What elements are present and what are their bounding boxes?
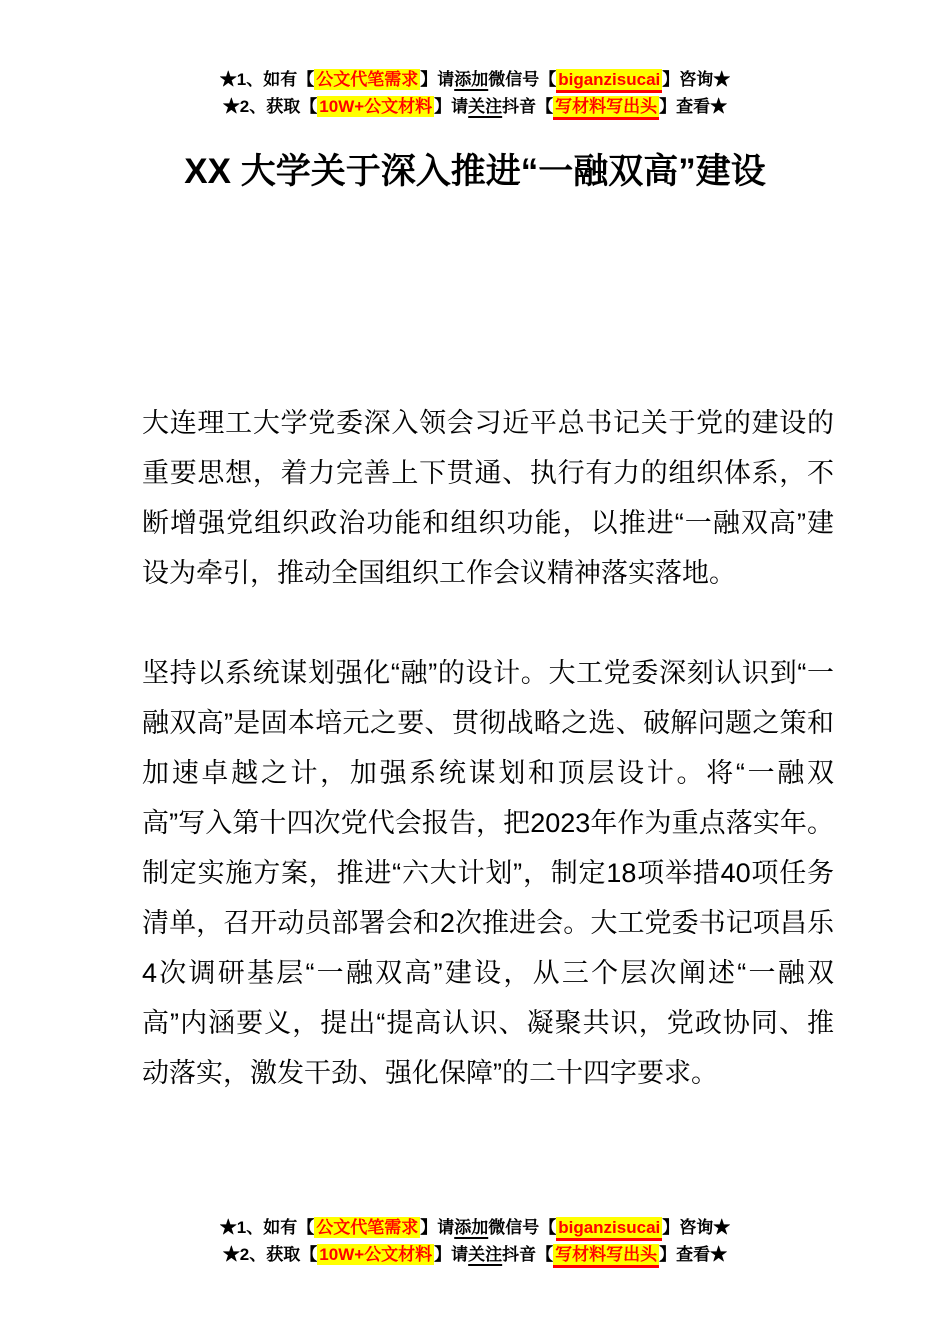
promo-text: ★1、如有【 [219,1218,315,1237]
promo-text: ★2、获取【 [222,1245,318,1264]
promo-highlight-douyin-id: 写材料写出头 [553,96,659,120]
promo-underlined-text: 关注 [468,97,503,116]
promo-banner-bottom [0,1214,950,1268]
promo-text: 】查看★ [659,1245,728,1264]
promo-underlined-text: 添加 [454,70,489,89]
promo-text: 】咨询★ [662,1218,731,1237]
promo-highlight-service: 公文代笔需求 [316,70,419,89]
promo-text: 微信号【 [488,1218,557,1237]
promo-text: 微信号【 [488,70,557,89]
promo-underlined-text: 关注 [468,1245,503,1264]
promo-text: 抖音【 [502,1245,554,1264]
paragraph-2: 坚持以系统谋划强化“融”的设计。大工党委深刻认识到“一融双高”是固本培元之要、贯彻战略之选、破解问题之策和加速卓越之计，加强系统谋划和顶层设计。将“一融双高”写入第十四次党代会报告，把2023年作为重点落实年。制定实施方案，推进“六大计划”，制定18项举措40项任务清单，召开动员部署会和2次推进会。大工党委书记项昌乐4次调研基层“一融双高”建设，从三个层次阐述“一融双高”内涵要义，提出“提高认识、凝聚共识，党政协同、推动落实，激发干劲、强化保障”的二十四字要求。 [142,658,834,1088]
promo-text: ★1、如有【 [219,70,315,89]
promo-underlined-text: 添加 [454,1218,489,1237]
promo-text: 】查看★ [659,97,728,116]
promo-text: 】请 [420,1218,455,1237]
promo-text: ★2、获取【 [222,97,318,116]
promo-text: 抖音【 [502,97,554,116]
promo-highlight-materials: 10W+公文材料 [319,1245,433,1264]
promo-banner-top [0,66,950,120]
promo-text: 】请 [420,70,455,89]
promo-text: 】请 [434,1245,469,1264]
promo-highlight-douyin-id: 写材料写出头 [553,1244,659,1268]
document-title: XX 大学关于深入推进“一融双高”建设 [184,152,766,191]
promo-line-2 [0,1241,950,1268]
promo-highlight-service: 公文代笔需求 [316,1218,419,1237]
promo-highlight-wechat-id: biganzisucai [556,1217,662,1241]
promo-text: 】咨询★ [662,70,731,89]
promo-text: 】请 [434,97,469,116]
promo-line-2 [0,93,950,120]
promo-line-1 [0,66,950,93]
promo-line-1 [0,1214,950,1241]
paragraph-1: 大连理工大学党委深入领会习近平总书记关于党的建设的重要思想，着力完善上下贯通、执行有力的组织体系，不断增强党组织政治功能和组织功能，以推进“一融双高”建设为牵引，推动全国组织工作会议精神落实落地。 [142,408,834,588]
promo-highlight-materials: 10W+公文材料 [319,97,433,116]
promo-highlight-wechat-id: biganzisucai [556,69,662,93]
document-body [142,398,834,1148]
